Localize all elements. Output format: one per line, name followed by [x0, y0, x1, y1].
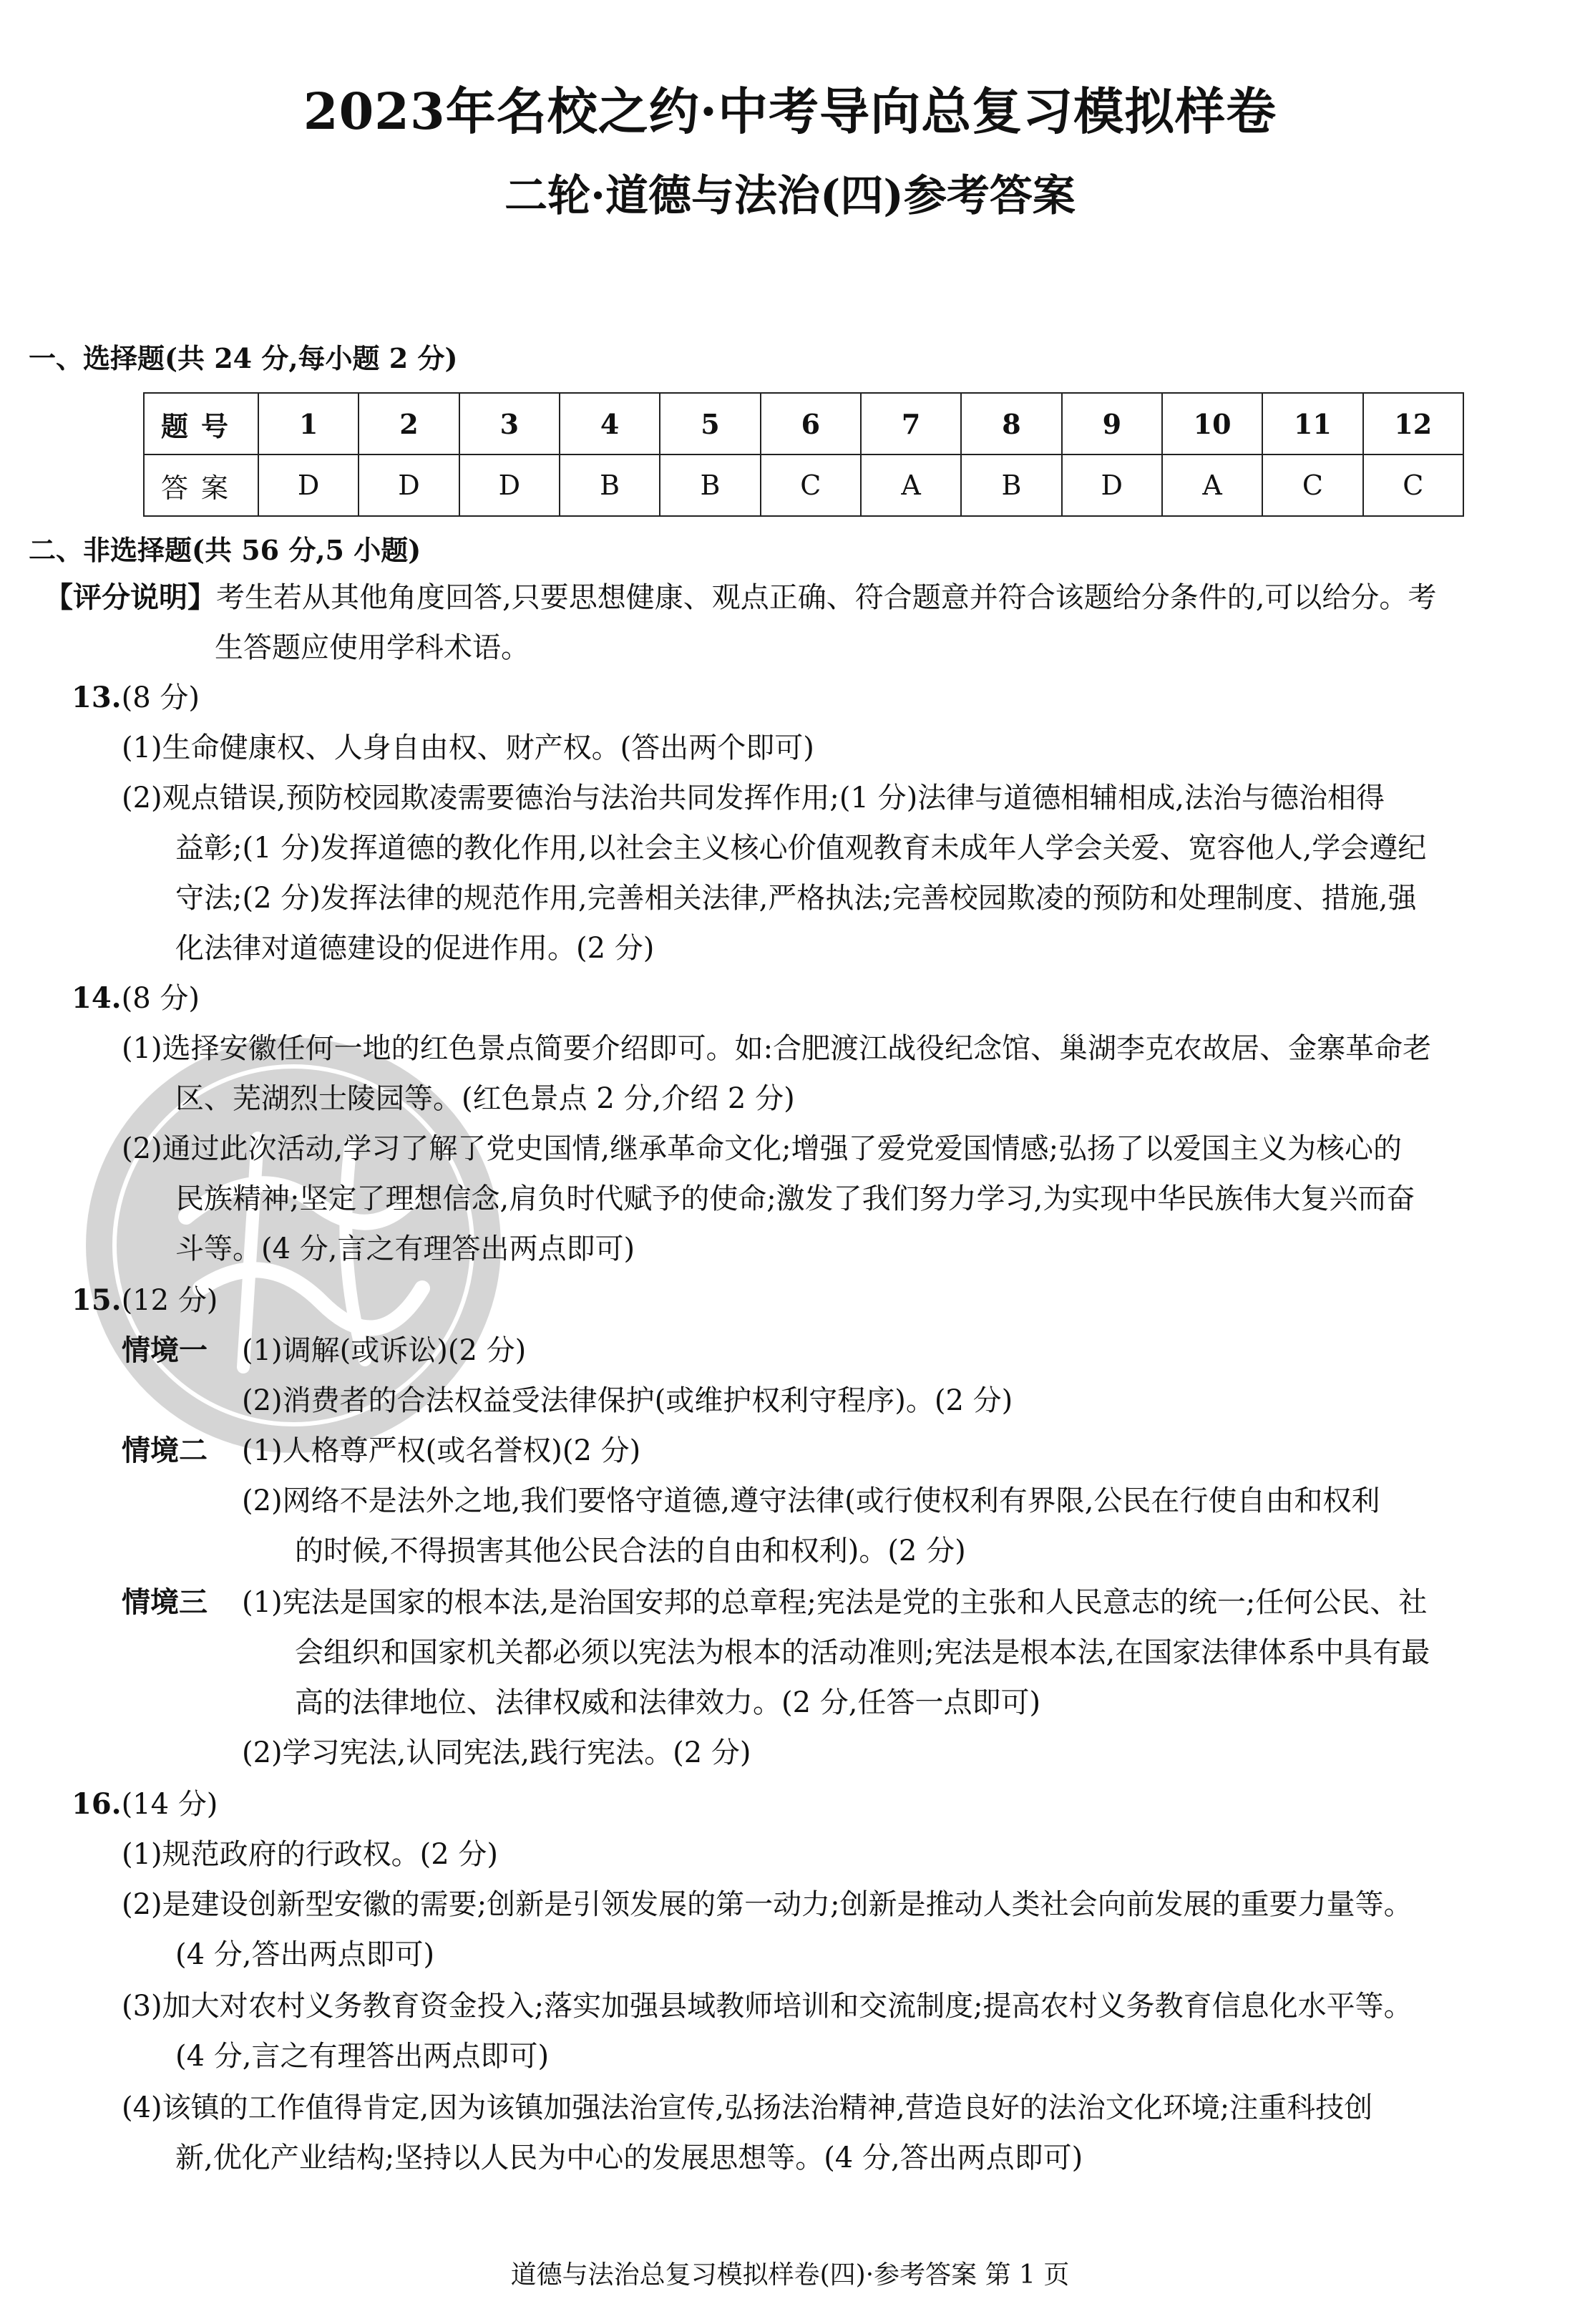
- q14-answer-line: 区、芜湖烈士陵园等。(红色景点 2 分,介绍 2 分): [175, 1082, 795, 1115]
- q16-answer-line: (1)规范政府的行政权。(2 分): [122, 1838, 499, 1871]
- row-label-answer: 答案: [144, 454, 258, 516]
- q13-answer-line: 化法律对道德建设的促进作用。(2 分): [175, 932, 655, 965]
- question-number: 10: [1162, 393, 1262, 454]
- answer-cell: D: [258, 454, 359, 516]
- question-number: 5: [660, 393, 760, 454]
- q16-answer-line: (3)加大对农村义务教育资金投入;落实加强县域教师培训和交流制度;提高农村义务教育信息化水平等。: [122, 1990, 1413, 2023]
- section-2-heading: 二、非选择题(共 56 分,5 小题): [29, 534, 421, 566]
- q14-answer-line: 斗等。(4 分,言之有理答出两点即可): [175, 1233, 635, 1265]
- q16-answer-line: (4)该镇的工作值得肯定,因为该镇加强法治宣传,弘扬法治精神,营造良好的法治文化环境;注重科技创: [122, 2091, 1373, 2124]
- q13-answer-line: 守法;(2 分)发挥法律的规范作用,完善相关法律,严格执法;完善校园欺凌的预防和处理制度、措施,强: [175, 882, 1417, 915]
- answer-cell: C: [1262, 454, 1362, 516]
- question-number: 1: [258, 393, 359, 454]
- answer-cell: B: [660, 454, 760, 516]
- q15-answer-line: (2)网络不是法外之地,我们要恪守道德,遵守法律(或行使权利有界限,公民在行使自由和权利: [242, 1484, 1380, 1517]
- document-subtitle: 二轮·道德与法治(四)参考答案: [504, 171, 1076, 221]
- question-13-heading: [72, 680, 200, 716]
- scenario-2-label: 情境二: [122, 1434, 208, 1467]
- question-14-number: 14.: [72, 981, 122, 1015]
- answer-cell: D: [359, 454, 459, 516]
- answer-cell: B: [961, 454, 1061, 516]
- q15-answer-line: 的时候,不得损害其他公民合法的自由和权利)。(2 分): [295, 1535, 966, 1567]
- document-title: 2023年名校之约·中考导向总复习模拟样卷: [303, 82, 1277, 141]
- q16-answer-line: (4 分,答出两点即可): [175, 1938, 435, 1971]
- question-number: 6: [761, 393, 861, 454]
- answer-row: [144, 454, 1463, 516]
- question-16-heading: [72, 1786, 218, 1822]
- question-number: 4: [560, 393, 660, 454]
- answer-cell: C: [1363, 454, 1463, 516]
- question-14-heading: [72, 981, 200, 1016]
- q15-answer-line: 会组织和国家机关都必须以宪法为根本的活动准则;宪法是根本法,在国家法律体系中具有最: [295, 1636, 1430, 1669]
- q14-answer-line: (2)通过此次活动,学习了解了党史国情,继承革命文化;增强了爱党爱国情感;弘扬了以爱国主义为核心的: [122, 1132, 1403, 1165]
- question-number: 11: [1262, 393, 1362, 454]
- question-15-score: (12 分): [121, 1284, 218, 1317]
- answer-cell: A: [1162, 454, 1262, 516]
- answer-cell: B: [560, 454, 660, 516]
- question-15-heading: [72, 1283, 218, 1318]
- question-number: 12: [1363, 393, 1463, 454]
- scenario-3-label: 情境三: [122, 1585, 208, 1619]
- q14-answer-line: (1)选择安徽任何一地的红色景点简要介绍即可。如:合肥渡江战役纪念馆、巢湖李克农故居、金寨革命老: [122, 1032, 1432, 1065]
- question-13-score: (8 分): [121, 681, 200, 714]
- q14-answer-line: 民族精神;坚定了理想信念,肩负时代赋予的使命;激发了我们努力学习,为实现中华民族伟大复兴而奋: [175, 1182, 1415, 1215]
- question-13-number: 13.: [72, 681, 122, 714]
- answer-cell: D: [1062, 454, 1162, 516]
- answer-table: [143, 392, 1464, 517]
- answer-cell: C: [761, 454, 861, 516]
- question-number: 3: [459, 393, 560, 454]
- question-number: 8: [961, 393, 1061, 454]
- answer-cell: D: [459, 454, 560, 516]
- question-number: 7: [861, 393, 961, 454]
- scoring-note-label: 【评分说明】: [44, 580, 216, 614]
- scenario-1-label: 情境一: [122, 1333, 208, 1367]
- q15-answer-line: (1)人格尊严权(或名誉权)(2 分): [242, 1434, 641, 1467]
- section-1-heading: 一、选择题(共 24 分,每小题 2 分): [29, 342, 458, 374]
- question-16-score: (14 分): [121, 1788, 218, 1821]
- answer-cell: A: [861, 454, 961, 516]
- q15-answer-line: (1)宪法是国家的根本法,是治国安邦的总章程;宪法是党的主张和人民意志的统一;任何公民、社: [242, 1586, 1428, 1619]
- q13-answer-line: 益彰;(1 分)发挥道德的教化作用,以社会主义核心价值观教育未成年人学会关爱、宽容他人,学会遵纪: [175, 832, 1427, 865]
- question-number-row: [144, 393, 1463, 454]
- question-number: 9: [1062, 393, 1162, 454]
- q13-answer-line: (2)观点错误,预防校园欺凌需要德治与法治共同发挥作用;(1 分)法律与道德相辅相成,法治与德治相得: [122, 782, 1385, 815]
- q16-answer-line: (4 分,言之有理答出两点即可): [175, 2040, 550, 2073]
- question-number: 2: [359, 393, 459, 454]
- question-14-score: (8 分): [121, 982, 200, 1015]
- scoring-note-line-2: 生答题应使用学科术语。: [215, 631, 530, 664]
- scoring-note: [44, 580, 1436, 616]
- q15-answer-line: (1)调解(或诉讼)(2 分): [242, 1334, 527, 1367]
- q15-answer-line: 高的法律地位、法律权威和法律效力。(2 分,任答一点即可): [295, 1686, 1041, 1719]
- page-footer: 道德与法治总复习模拟样卷(四)·参考答案 第 1 页: [510, 2260, 1070, 2290]
- q16-answer-line: (2)是建设创新型安徽的需要;创新是引领发展的第一动力;创新是推动人类社会向前发展的重要力量等。: [122, 1888, 1413, 1921]
- scoring-note-text: 考生若从其他角度回答,只要思想健康、观点正确、符合题意并符合该题给分条件的,可以给分。考: [216, 581, 1437, 614]
- q13-answer-line: (1)生命健康权、人身自由权、财产权。(答出两个即可): [122, 731, 814, 764]
- q15-answer-line: (2)消费者的合法权益受法律保护(或维护权利守程序)。(2 分): [242, 1384, 1013, 1417]
- q16-answer-line: 新,优化产业结构;坚持以人民为中心的发展思想等。(4 分,答出两点即可): [175, 2141, 1083, 2174]
- question-15-number: 15.: [72, 1283, 122, 1317]
- question-16-number: 16.: [72, 1787, 122, 1821]
- q15-answer-line: (2)学习宪法,认同宪法,践行宪法。(2 分): [242, 1736, 751, 1769]
- row-label-question: 题号: [144, 393, 258, 454]
